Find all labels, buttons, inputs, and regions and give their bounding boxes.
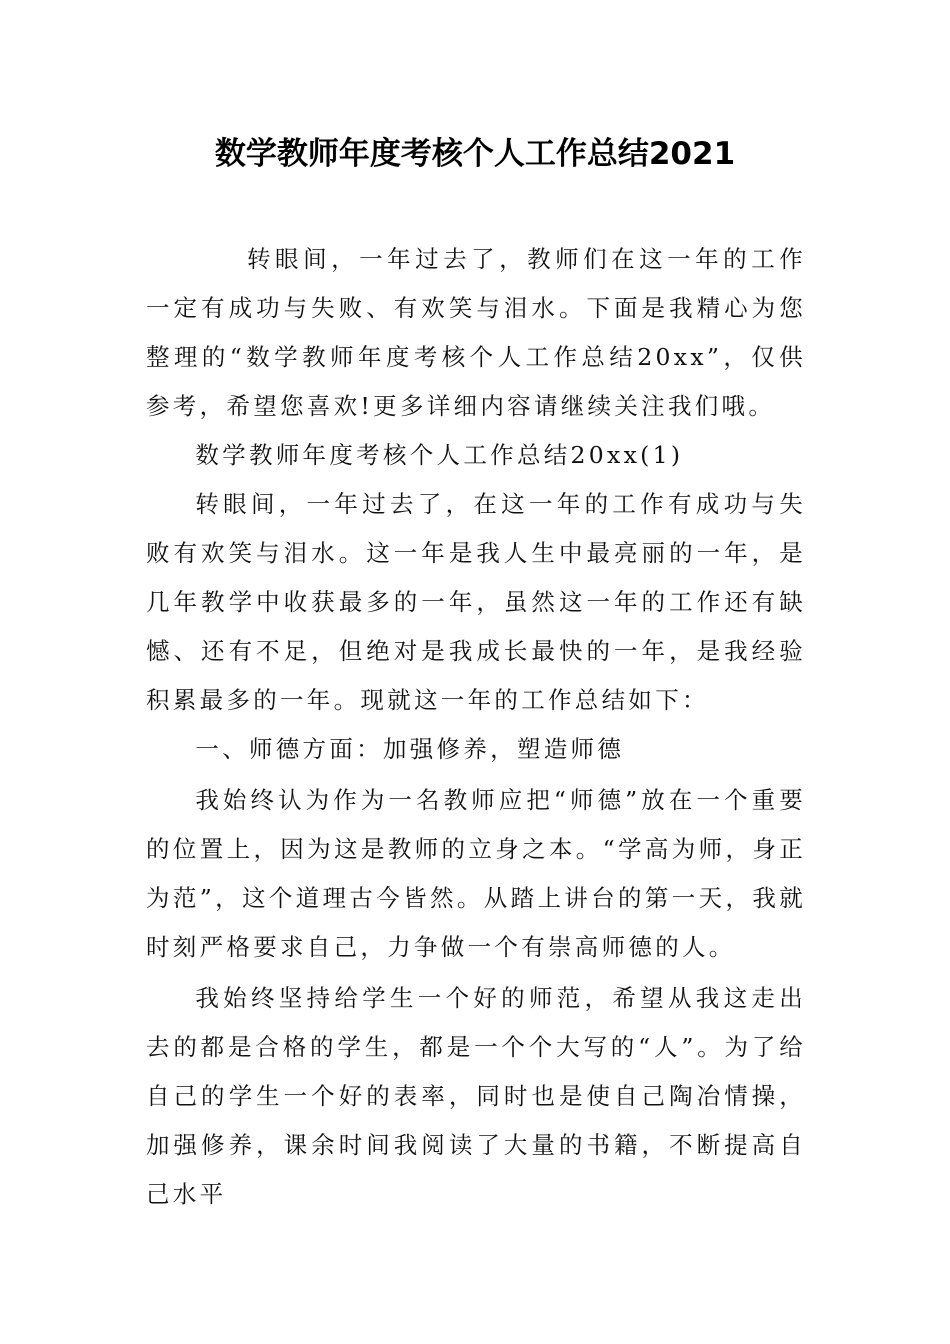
subsection-heading: 一、师德方面：加强修养，塑造师德	[195, 735, 625, 763]
document-title: 数学教师年度考核个人工作总结2021	[214, 136, 736, 172]
body-paragraph: 我始终坚持给学生一个好的师范，希望从我这走出去的都是合格的学生，都是一个个大写的“人”。为了给自己的学生一个好的表率，同时也是使自己陶冶情操，加强修养，课余时间我阅读了大量的书籍，不断提高自己水平	[146, 984, 806, 1208]
body-paragraph: 转眼间，一年过去了，在这一年的工作有成功与失败有欢笑与泪水。这一年是我人生中最亮丽的一年，是几年教学中收获最多的一年，虽然这一年的工作还有缺憾、还有不足，但绝对是我成长最快的一年，是我经验积累最多的一年。现就这一年的工作总结如下：	[146, 490, 806, 714]
section-heading: 数学教师年度考核个人工作总结20xx(1)	[195, 441, 684, 469]
document-body	[146, 235, 806, 1219]
body-paragraph: 我始终认为作为一名教师应把“师德”放在一个重要的位置上，因为这是教师的立身之本。“学高为师，身正为范”，这个道理古今皆然。从踏上讲台的第一天，我就时刻严格要求自己，力争做一个有崇高师德的人。	[146, 786, 806, 961]
intro-paragraph: 转眼间，一年过去了，教师们在这一年的工作一定有成功与失败、有欢笑与泪水。下面是我精心为您整理的“数学教师年度考核个人工作总结20xx”，仅供参考，希望您喜欢!更多详细内容请继续关注我们哦。	[146, 245, 806, 420]
